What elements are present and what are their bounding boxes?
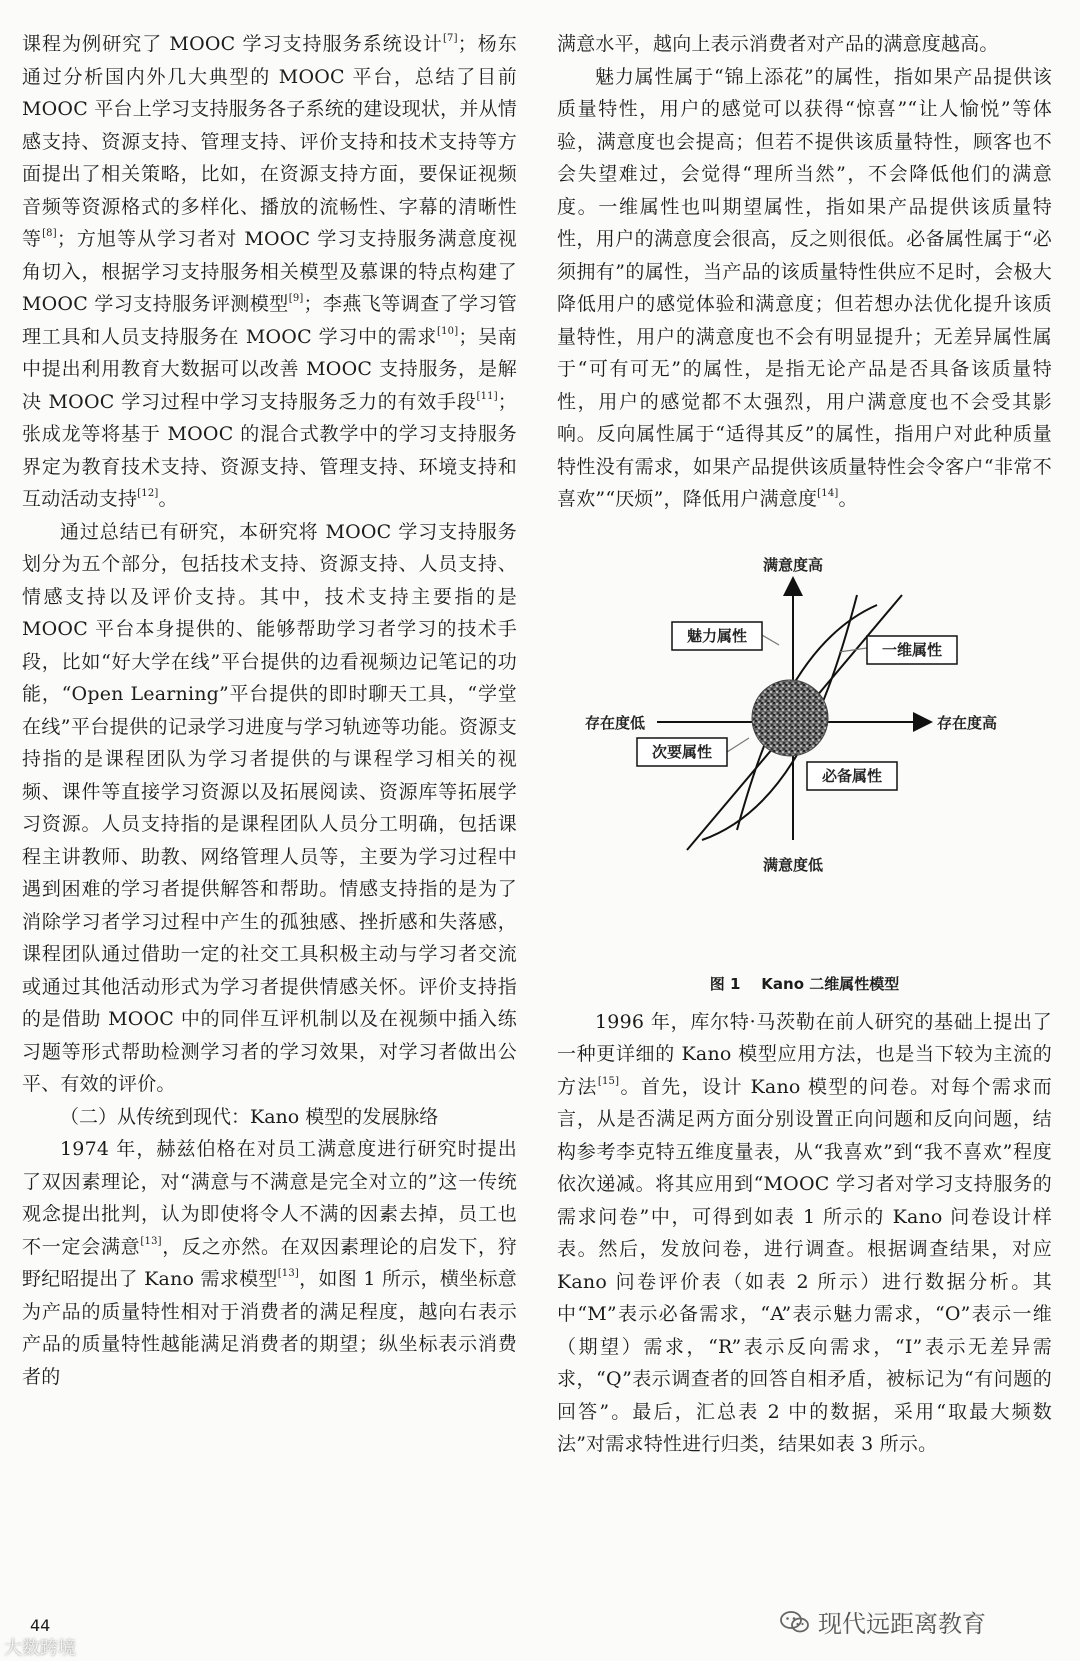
figure-caption: 图 1 Kano 二维属性模型: [709, 974, 900, 993]
citation: [9]: [288, 293, 304, 304]
leader-line: [727, 738, 749, 752]
left-column: [22, 28, 517, 1393]
body-paragraph: 课程为例研究了 MOOC 学习支持服务系统设计[7]；杨东通过分析国内外几大典型的 MOOC 平台，总结了目前 MOOC 平台上学习支持服务各子系统的建设现状，并从情感支持、资源支持、管理支持、评价支持和技术支持等方面提出了相关策略，比如，在资源支持方面，要保证视频音频等资源格式的多样化、播放的流畅性、字幕的清晰性等[8]；方旭等从学习者对 MOOC 学习支持服务满意度视角切入，根据学习支持服务相关模型及慕课的特点构建了 MOOC 学习支持服务评测模型[9]；李燕飞等调查了学习管理工具和人员支持服务在 MOOC 学习中的需求[10]；吴南中提出利用教育大数据可以改善 MOOC 支持服务，是解决 MOOC 学习过程中学习支持服务乏力的有效手段[11]；张成龙等将基于 MOOC 的混合式教学中的学习支持服务界定为教育技术支持、资源支持、管理支持、环境支持和互动活动支持[12]。: [22, 33, 518, 510]
axis-label-bottom: 满意度低: [762, 855, 824, 874]
citation: [12]: [137, 488, 159, 499]
body-paragraph: 满意水平，越向上表示消费者对产品的满意度越高。: [557, 33, 999, 55]
body-paragraph: 1996 年，库尔特·马茨勒在前人研究的基础上提出了一种更详细的 Kano 模型应用方法，也是当下较为主流的方法[15]。首先，设计 Kano 模型的问卷。对每个需求而言，从是否满足两方面分别设置正向问题和反向问题，结构参考李克特五维度量表，从“我喜欢”到“我不喜欢”程度依次递减。将其应用到“MOOC 学习者对学习支持服务的需求问卷”中，可得到如表 1 所示的 Kano 问卷设计样表。然后，发放问卷，进行调查。根据调查结果，对应 Kano 问卷评价表（如表 2 所示）进行数据分析。其中“M”表示必备需求，“A”表示魅力需求，“O”表示一维（期望）需求，“R”表示反向需求，“I”表示无差异需求，“Q”表示调查者的回答自相矛盾，被标记为“有问题的回答”。最后，汇总表 2 中的数据，采用“取最大频数法”对需求特性进行归类，结果如表 3 所示。: [557, 1010, 1052, 1455]
kano-figure: [557, 540, 1052, 960]
leader-line: [839, 648, 867, 652]
label-one-dimensional: 一维属性: [881, 640, 943, 659]
center-blob: [752, 680, 828, 756]
body-paragraph: 1974 年，赫兹伯格在对员工满意度进行研究时提出了双因素理论，对“满意与不满意是完全对立的”这一传统观念提出批判，认为即使将令人不满的因素去掉，员工也不一定会满意[13]，反之亦然。在双因素理论的启发下，狩野纪昭提出了 Kano 需求模型[13]，如图 1 所示，横坐标意为产品的质量特性相对于消费者的满足程度，越向右表示产品的质量特性越能满足消费者的期望；纵坐标表示消费者的: [22, 1138, 517, 1388]
body-paragraph: 通过总结已有研究，本研究将 MOOC 学习支持服务划分为五个部分，包括技术支持、资源支持、人员支持、情感支持以及评价支持。其中，技术支持主要指的是 MOOC 平台本身提供的、能够帮助学习者学习的技术手段，比如“好大学在线”平台提供的边看视频边记笔记的功能，“Open Learning”平台提供的即时聊天工具，“学堂在线”平台提供的记录学习进度与学习轨迹等功能。资源支持指的是课程团队为学习者提供的与课程学习相关的视频、课件等直接学习资源以及拓展阅读、资源库等拓展学习资源。人员支持指的是课程团队人员分工明确，包括课程主讲教师、助教、网络管理人员等，主要为学习过程中遇到困难的学习者提供解答和帮助。情感支持指的是为了消除学习者学习过程中产生的孤独感、挫折感和失落感，课程团队通过借助一定的社交工具积极主动与学习者交流或通过其他活动形式为学习者提供情感关怀。评价支持指的是借助 MOOC 中的同伴互评机制以及在视频中插入练习题等形式帮助检测学习者的学习效果，对学习者做出公平、有效的评价。: [22, 520, 517, 1095]
axis-label-right: 存在度高: [937, 713, 998, 732]
watermark-text: 现代远距离教育: [818, 1610, 986, 1638]
label-attractive: 魅力属性: [686, 626, 748, 645]
axis-label-left: 存在度低: [584, 713, 645, 732]
label-indifferent: 次要属性: [651, 742, 713, 761]
citation: [13]: [277, 1268, 300, 1279]
citation: [11]: [476, 390, 498, 402]
page-number: 44: [30, 1616, 51, 1635]
citation: [13]: [140, 1235, 162, 1247]
body-paragraph: 魅力属性属于“锦上添花”的属性，指如果产品提供该质量特性，用户的感觉可以获得“惊喜”“让人愉悦”等体验，满意度也会提高；但若不提供该质量特性，顾客也不会失望难过，会觉得“理所当然”，不会降低他们的满意度。一维属性也叫期望属性，指如果产品提供该质量特性，用户的满意度会很高，反之则很低。必备属性属于“必须拥有”的属性，当产品的该质量特性供应不足时，会极大降低用户的感觉体验和满意度；但若想办法优化提升该质量特性，用户的满意度也不会有明显提升；无差异属性属于“可有可无”的属性，是指无论产品是否具备该质量特性，用户的感觉都不太强烈，用户满意度也不会受其影响。反向属性属于“适得其反”的属性，指用户对此种质量特性没有需求，如果产品提供该质量特性会令客户“非常不喜欢”“厌烦”，降低用户满意度[14]。: [557, 65, 1052, 510]
citation: [15]: [597, 1075, 620, 1087]
section-heading: （二）从传统到现代：Kano 模型的发展脉络: [60, 1105, 439, 1128]
wechat-icon: [780, 1610, 810, 1634]
axis-label-top: 满意度高: [762, 555, 824, 574]
kano-diagram: [557, 540, 1052, 960]
label-must-be: 必备属性: [821, 766, 883, 785]
watermark-right: [780, 1604, 986, 1639]
citation: [10]: [437, 325, 459, 337]
right-column: [557, 28, 1052, 1461]
watermark-left: 大数跨境: [4, 1638, 76, 1659]
citation: [8]: [42, 228, 57, 239]
citation: [14]: [817, 488, 839, 499]
citation: [7]: [442, 33, 458, 44]
leader-line: [762, 635, 779, 645]
